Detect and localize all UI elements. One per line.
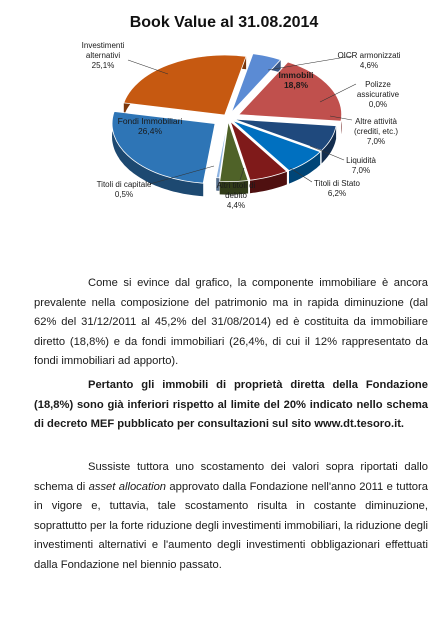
paragraph-asset-allocation: [34, 458, 428, 575]
pie-slice-investimenti-alternativi: [124, 55, 246, 115]
slice-label-immobili: Immobili 18,8%: [278, 70, 314, 90]
asset-allocation-term: asset allocation: [88, 480, 167, 493]
paragraph-composition-text: Come si evince dal grafico, la componente immobiliare è ancora prevalente nella composizione del patrimonio ma in rapida diminuzione (dal 62% del 31/12/2011 al 45,2% del 31/08/2014) ed è costituita da immobiliare diretto (18,8%) e da fondi immobiliari (26,4%, di cui il 12% rappresentato da fondi immobiliari ad apporto).: [34, 277, 428, 367]
slice-label-polizze-assicurative: Polizze assicurative 0,0%: [356, 80, 400, 109]
slice-label-liquidit: Liquidità 7,0%: [346, 156, 376, 175]
slice-label-altri-titoli-di-debito: Altri titoli di debito 4,4%: [216, 181, 256, 210]
paragraph-direct-properties-text: Pertanto gli immobili di proprietà diretta della Fondazione (18,8%) sono già inferiori rispetto al limite del 20% indicato nello schema di decreto MEF pubblicato per consultazioni sul sito www.dt.tesoro.it.: [34, 379, 428, 430]
slice-label-titoli-di-capitale: Titoli di capitale 0,5%: [96, 180, 152, 199]
paragraph-direct-properties: [34, 376, 428, 435]
slice-label-oicr-armonizzati: OICR armonizzati 4,6%: [337, 51, 401, 70]
slice-label-titoli-di-stato: Titoli di Stato 6,2%: [314, 179, 360, 198]
pie-chart: [0, 0, 448, 260]
slice-label-fondi-immobiliari: Fondi Immobiliari 26,4%: [117, 116, 183, 136]
paragraph-asset-allocation-text-b: approvato dalla Fondazione nell'anno 2011 e tuttora in vigore e, tuttavia, tale scostamento risulta in costante diminuzione, soprattutto per la forte riduzione degli investimenti immobiliari, la riduzione degli investimenti alternativi e l'aumento degli investimenti obbligazionari effettuati dalla Fondazione nel biennio passato.: [34, 480, 428, 571]
paragraph-composition: [34, 274, 428, 372]
slice-label-investimenti-alternativi: Investimenti alternativi 25,1%: [81, 41, 125, 70]
paragraph-asset-allocation-text-a: Sussiste tuttora uno scostamento dei valori sopra riportati dallo schema di: [34, 461, 428, 493]
chart-title: Book Value al 31.08.2014: [129, 14, 319, 31]
slice-label-altre-attivit-crediti-etc: Altre attività (crediti, etc.) 7,0%: [353, 117, 399, 146]
